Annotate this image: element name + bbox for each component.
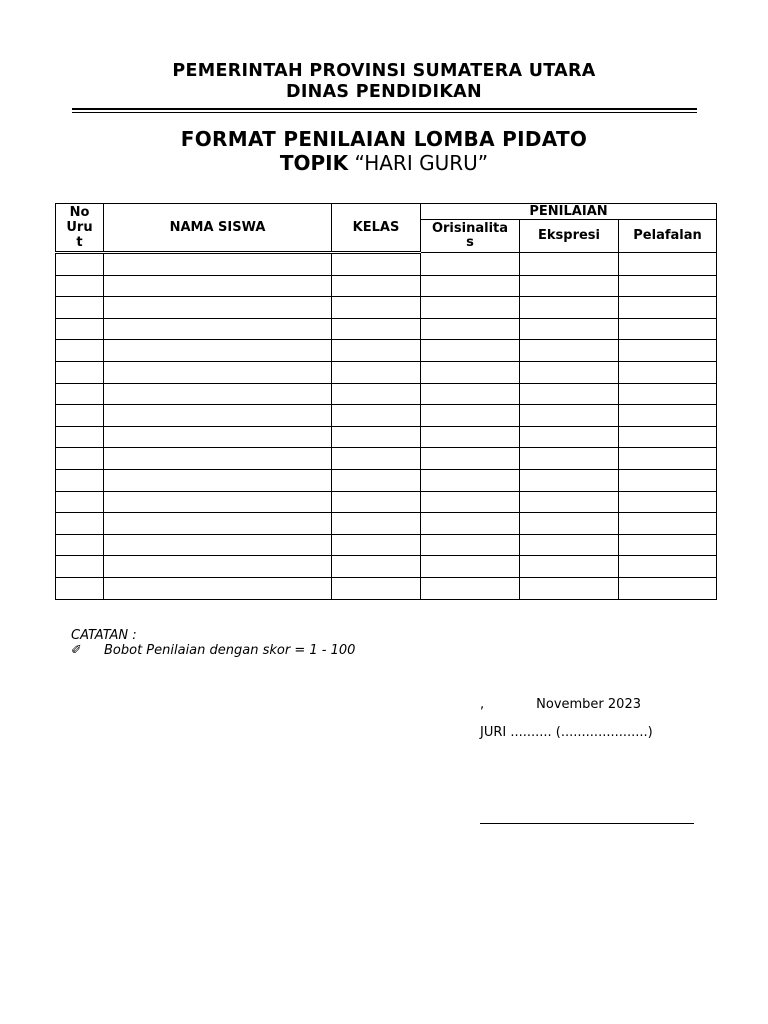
table-cell[interactable] <box>520 253 619 276</box>
table-cell[interactable] <box>332 361 421 383</box>
table-cell[interactable] <box>104 426 332 448</box>
table-cell[interactable] <box>520 297 619 319</box>
table-cell[interactable] <box>104 577 332 599</box>
table-cell[interactable] <box>56 297 104 319</box>
table-cell[interactable] <box>421 491 520 513</box>
table-cell[interactable] <box>520 361 619 383</box>
table-row <box>56 318 717 340</box>
header-no-urut-line: t <box>76 235 83 250</box>
header-penilaian: PENILAIAN <box>421 204 717 220</box>
table-cell[interactable] <box>56 534 104 556</box>
note-text: Bobot Penilaian dengan skor = 1 - 100 <box>104 643 356 658</box>
table-cell[interactable] <box>520 340 619 362</box>
table-cell[interactable] <box>56 383 104 405</box>
table-cell[interactable] <box>332 318 421 340</box>
table-row <box>56 491 717 513</box>
table-cell[interactable] <box>619 513 717 535</box>
table-cell[interactable] <box>421 534 520 556</box>
table-row <box>56 383 717 405</box>
table-cell[interactable] <box>520 318 619 340</box>
table-cell[interactable] <box>332 253 421 276</box>
table-cell[interactable] <box>421 275 520 297</box>
table-cell[interactable] <box>332 469 421 491</box>
table-cell[interactable] <box>619 383 717 405</box>
table-row <box>56 340 717 362</box>
table-cell[interactable] <box>520 448 619 470</box>
document-title <box>0 127 768 175</box>
table-cell[interactable] <box>619 534 717 556</box>
table-cell[interactable] <box>520 383 619 405</box>
note-section <box>71 628 355 658</box>
table-cell[interactable] <box>421 426 520 448</box>
table-row <box>56 426 717 448</box>
table-cell[interactable] <box>332 534 421 556</box>
table-cell[interactable] <box>56 275 104 297</box>
table-cell[interactable] <box>421 318 520 340</box>
table-cell[interactable] <box>421 383 520 405</box>
table-cell[interactable] <box>619 253 717 276</box>
date-line <box>480 697 641 712</box>
table-cell[interactable] <box>56 491 104 513</box>
table-cell[interactable] <box>332 405 421 427</box>
table-cell[interactable] <box>619 340 717 362</box>
pencil-icon: ✐ <box>71 643 82 658</box>
header-orisinalitas <box>421 220 520 253</box>
table-cell[interactable] <box>104 297 332 319</box>
table-row <box>56 297 717 319</box>
table-cell[interactable] <box>520 426 619 448</box>
table-cell[interactable] <box>104 448 332 470</box>
topic-label: TOPIK <box>279 151 349 175</box>
table-cell[interactable] <box>421 340 520 362</box>
header-orisinalitas-line: Orisinalita <box>431 221 509 236</box>
table-row <box>56 253 717 276</box>
table-cell[interactable] <box>104 405 332 427</box>
note-item <box>71 643 355 658</box>
table-cell[interactable] <box>619 577 717 599</box>
header-kelas: KELAS <box>332 204 421 253</box>
table-cell[interactable] <box>56 340 104 362</box>
table-cell[interactable] <box>104 383 332 405</box>
header-orisinalitas-line: s <box>466 235 474 250</box>
table-row <box>56 275 717 297</box>
date-comma: , <box>480 697 485 712</box>
header-nama-siswa: NAMA SISWA <box>104 204 332 253</box>
table-cell[interactable] <box>421 361 520 383</box>
header-rule-thin <box>72 112 697 113</box>
table-cell[interactable] <box>332 448 421 470</box>
table-row <box>56 556 717 578</box>
table-cell[interactable] <box>104 275 332 297</box>
table-cell[interactable] <box>332 491 421 513</box>
table-cell[interactable] <box>619 491 717 513</box>
table-cell[interactable] <box>104 340 332 362</box>
table-cell[interactable] <box>619 275 717 297</box>
table-cell[interactable] <box>520 534 619 556</box>
table-cell[interactable] <box>104 491 332 513</box>
table-row <box>56 534 717 556</box>
table-cell[interactable] <box>56 513 104 535</box>
table-cell[interactable] <box>56 361 104 383</box>
table-cell[interactable] <box>421 513 520 535</box>
table-cell[interactable] <box>332 577 421 599</box>
table-cell[interactable] <box>56 448 104 470</box>
topic-value: “HARI GURU” <box>354 151 489 175</box>
table-cell[interactable] <box>56 556 104 578</box>
table-cell[interactable] <box>421 577 520 599</box>
table-cell[interactable] <box>332 513 421 535</box>
header-ekspresi: Ekspresi <box>520 220 619 253</box>
table-cell[interactable] <box>520 405 619 427</box>
date-text: November 2023 <box>536 697 641 712</box>
table-cell[interactable] <box>421 556 520 578</box>
signature-line <box>480 823 694 824</box>
table-cell[interactable] <box>56 469 104 491</box>
table-cell[interactable] <box>619 556 717 578</box>
table-cell[interactable] <box>332 383 421 405</box>
table-row <box>56 513 717 535</box>
table-cell[interactable] <box>520 556 619 578</box>
table-cell[interactable] <box>104 361 332 383</box>
table-cell[interactable] <box>421 253 520 276</box>
table-cell[interactable] <box>332 426 421 448</box>
table-cell[interactable] <box>619 405 717 427</box>
table-cell[interactable] <box>520 469 619 491</box>
table-cell[interactable] <box>332 297 421 319</box>
table-cell[interactable] <box>520 275 619 297</box>
table-cell[interactable] <box>520 491 619 513</box>
header-pelafalan: Pelafalan <box>619 220 717 253</box>
note-label: CATATAN : <box>71 628 137 643</box>
assessment-table <box>55 203 717 600</box>
table-cell[interactable] <box>332 556 421 578</box>
table-row <box>56 405 717 427</box>
table-cell[interactable] <box>520 513 619 535</box>
letterhead-department: DINAS PENDIDIKAN <box>286 82 482 102</box>
table-cell[interactable] <box>332 275 421 297</box>
table-cell[interactable] <box>104 253 332 276</box>
table-cell[interactable] <box>619 426 717 448</box>
table-cell[interactable] <box>619 318 717 340</box>
table-cell[interactable] <box>56 318 104 340</box>
table-cell[interactable] <box>421 469 520 491</box>
table-cell[interactable] <box>619 469 717 491</box>
table-cell[interactable] <box>421 297 520 319</box>
letterhead <box>0 61 768 103</box>
table-row <box>56 361 717 383</box>
letterhead-government: PEMERINTAH PROVINSI SUMATERA UTARA <box>172 61 596 81</box>
header-rule-thick <box>72 108 697 110</box>
table-row <box>56 577 717 599</box>
table-cell[interactable] <box>421 405 520 427</box>
table-cell[interactable] <box>56 253 104 276</box>
table-cell[interactable] <box>421 448 520 470</box>
table-row <box>56 448 717 470</box>
table-cell[interactable] <box>56 405 104 427</box>
table-cell[interactable] <box>104 556 332 578</box>
table-cell[interactable] <box>619 297 717 319</box>
title-line: FORMAT PENILAIAN LOMBA PIDATO <box>180 127 588 151</box>
table-cell[interactable] <box>104 469 332 491</box>
table-cell[interactable] <box>56 426 104 448</box>
table-cell[interactable] <box>619 361 717 383</box>
table-cell[interactable] <box>104 318 332 340</box>
table-cell[interactable] <box>619 448 717 470</box>
header-no-urut-line: No <box>69 205 90 220</box>
topic-line <box>0 151 768 175</box>
table-cell[interactable] <box>520 577 619 599</box>
table-cell[interactable] <box>56 577 104 599</box>
header-no-urut <box>56 204 104 253</box>
header-no-urut-line: Uru <box>66 220 93 235</box>
table-row <box>56 469 717 491</box>
table-cell[interactable] <box>104 513 332 535</box>
table-cell[interactable] <box>332 340 421 362</box>
table-cell[interactable] <box>104 534 332 556</box>
juri-line: JURI .......... (.....................) <box>480 725 653 740</box>
